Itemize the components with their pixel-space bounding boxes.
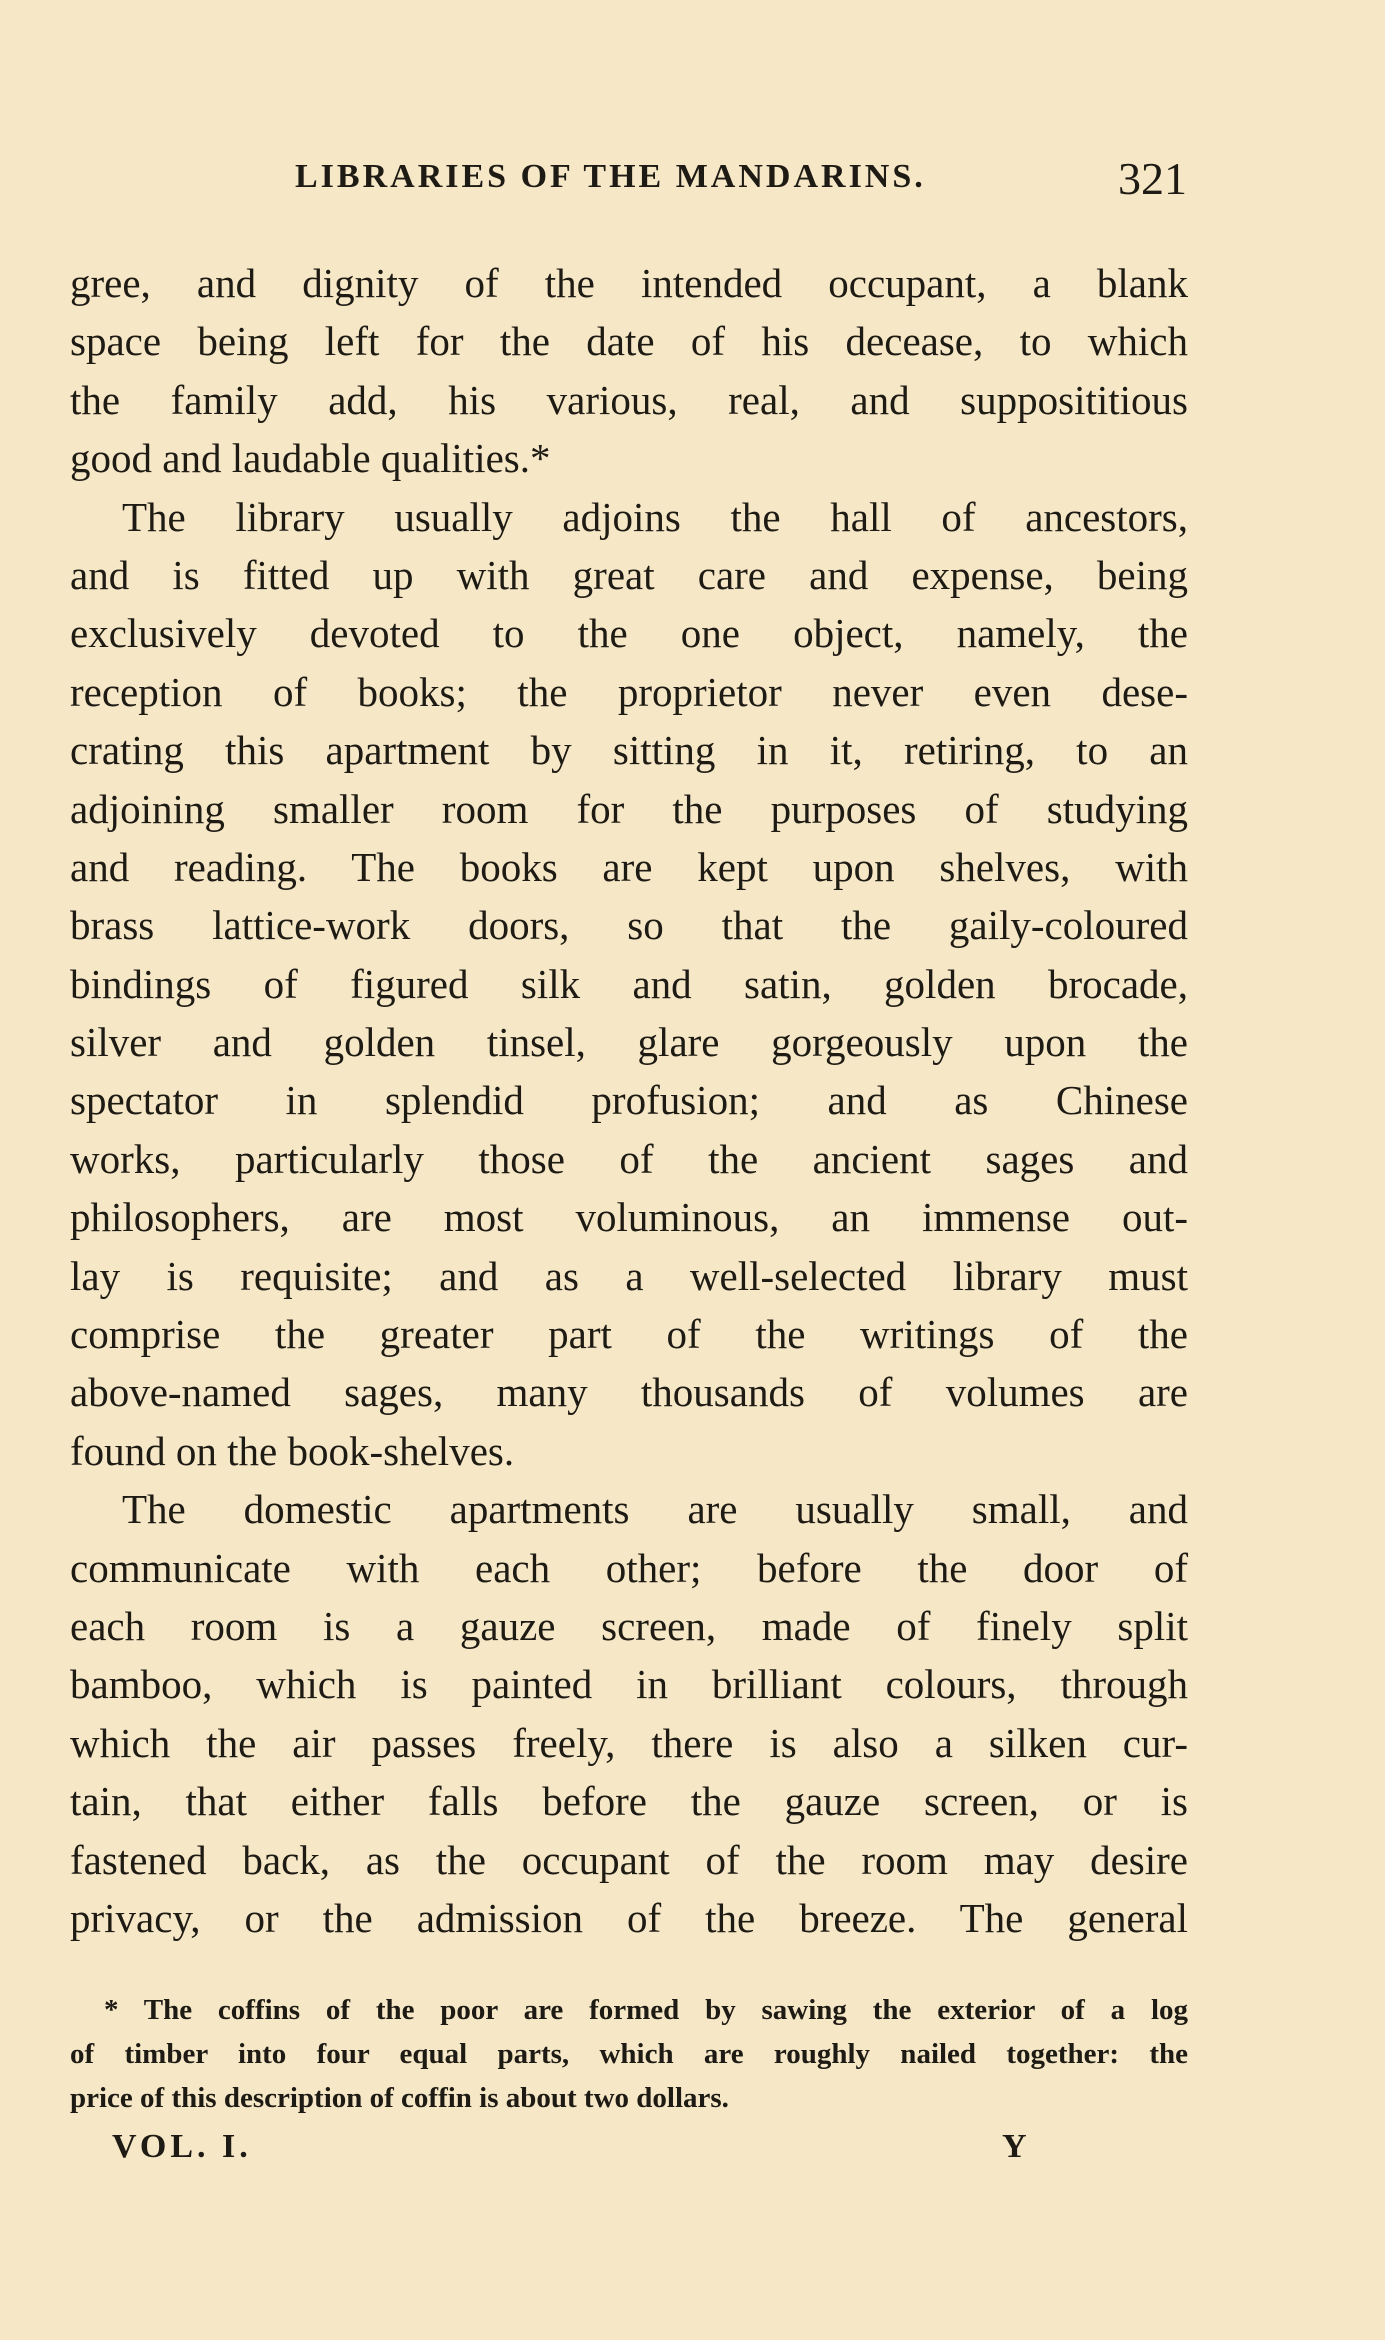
page-number: 321 (1118, 153, 1187, 204)
signature-mark: Y (1002, 2128, 1027, 2165)
body-line: privacy, or the admission of the breeze. The general (70, 1894, 1188, 1941)
body-line: exclusively devoted to the one object, namely, the (70, 610, 1188, 657)
body-line: found on the book-shelves. (70, 1427, 515, 1474)
body-line: crating this apartment by sitting in it, retiring, to an (70, 727, 1188, 774)
footnote-line: of timber into four equal parts, which are roughly nailed together: the (70, 2038, 1188, 2070)
body-line: works, particularly those of the ancient sages and (70, 1135, 1188, 1182)
body-line: reception of books; the proprietor never even dese- (70, 668, 1188, 715)
footnote-line: price of this description of coffin is about two dollars. (70, 2082, 729, 2114)
body-line: fastened back, as the occupant of the room may desire (70, 1836, 1188, 1883)
volume-signature: VOL. I. (112, 2128, 252, 2165)
body-line: bindings of figured silk and satin, golden brocade, (70, 960, 1188, 1007)
running-title: LIBRARIES OF THE MANDARINS. (295, 158, 926, 195)
footnote (70, 1988, 1188, 2120)
body-line: communicate with each other; before the door of (70, 1544, 1188, 1591)
body-line: above-named sages, many thousands of volumes are (70, 1369, 1188, 1416)
body-line: which the air passes freely, there is also a silken cur- (70, 1719, 1188, 1766)
body-line: adjoining smaller room for the purposes of studying (70, 785, 1188, 832)
body-line: each room is a gauze screen, made of finely split (70, 1602, 1188, 1649)
body-line: and is fitted up with great care and expense, being (70, 551, 1188, 598)
page-header (295, 153, 1187, 208)
body-line: space being left for the date of his decease, to which (70, 318, 1188, 365)
body-line: philosophers, are most voluminous, an immense out- (70, 1194, 1188, 1241)
body-line: the family add, his various, real, and supposititious (70, 376, 1188, 423)
body-line: The library usually adjoins the hall of ancestors, (122, 493, 1188, 540)
body-line: silver and golden tinsel, glare gorgeously upon the (70, 1019, 1188, 1066)
footnote-line: * The coffins of the poor are formed by sawing the exterior of a log (104, 1994, 1188, 2026)
body-line: and reading. The books are kept upon shelves, with (70, 843, 1188, 890)
body-line: tain, that either falls before the gauze screen, or is (70, 1778, 1188, 1825)
body-line: lay is requisite; and as a well-selected library must (70, 1252, 1188, 1299)
body-text (70, 254, 1188, 1947)
body-line: brass lattice-work doors, so that the gaily-coloured (70, 902, 1188, 949)
body-line: bamboo, which is painted in brilliant colours, through (70, 1661, 1188, 1708)
body-line: spectator in splendid profusion; and as Chinese (70, 1077, 1188, 1124)
body-line: The domestic apartments are usually small, and (122, 1486, 1188, 1533)
body-line: comprise the greater part of the writings of the (70, 1311, 1188, 1358)
body-line: gree, and dignity of the intended occupant, a blank (70, 260, 1188, 306)
body-line: good and laudable qualities.* (70, 435, 551, 482)
